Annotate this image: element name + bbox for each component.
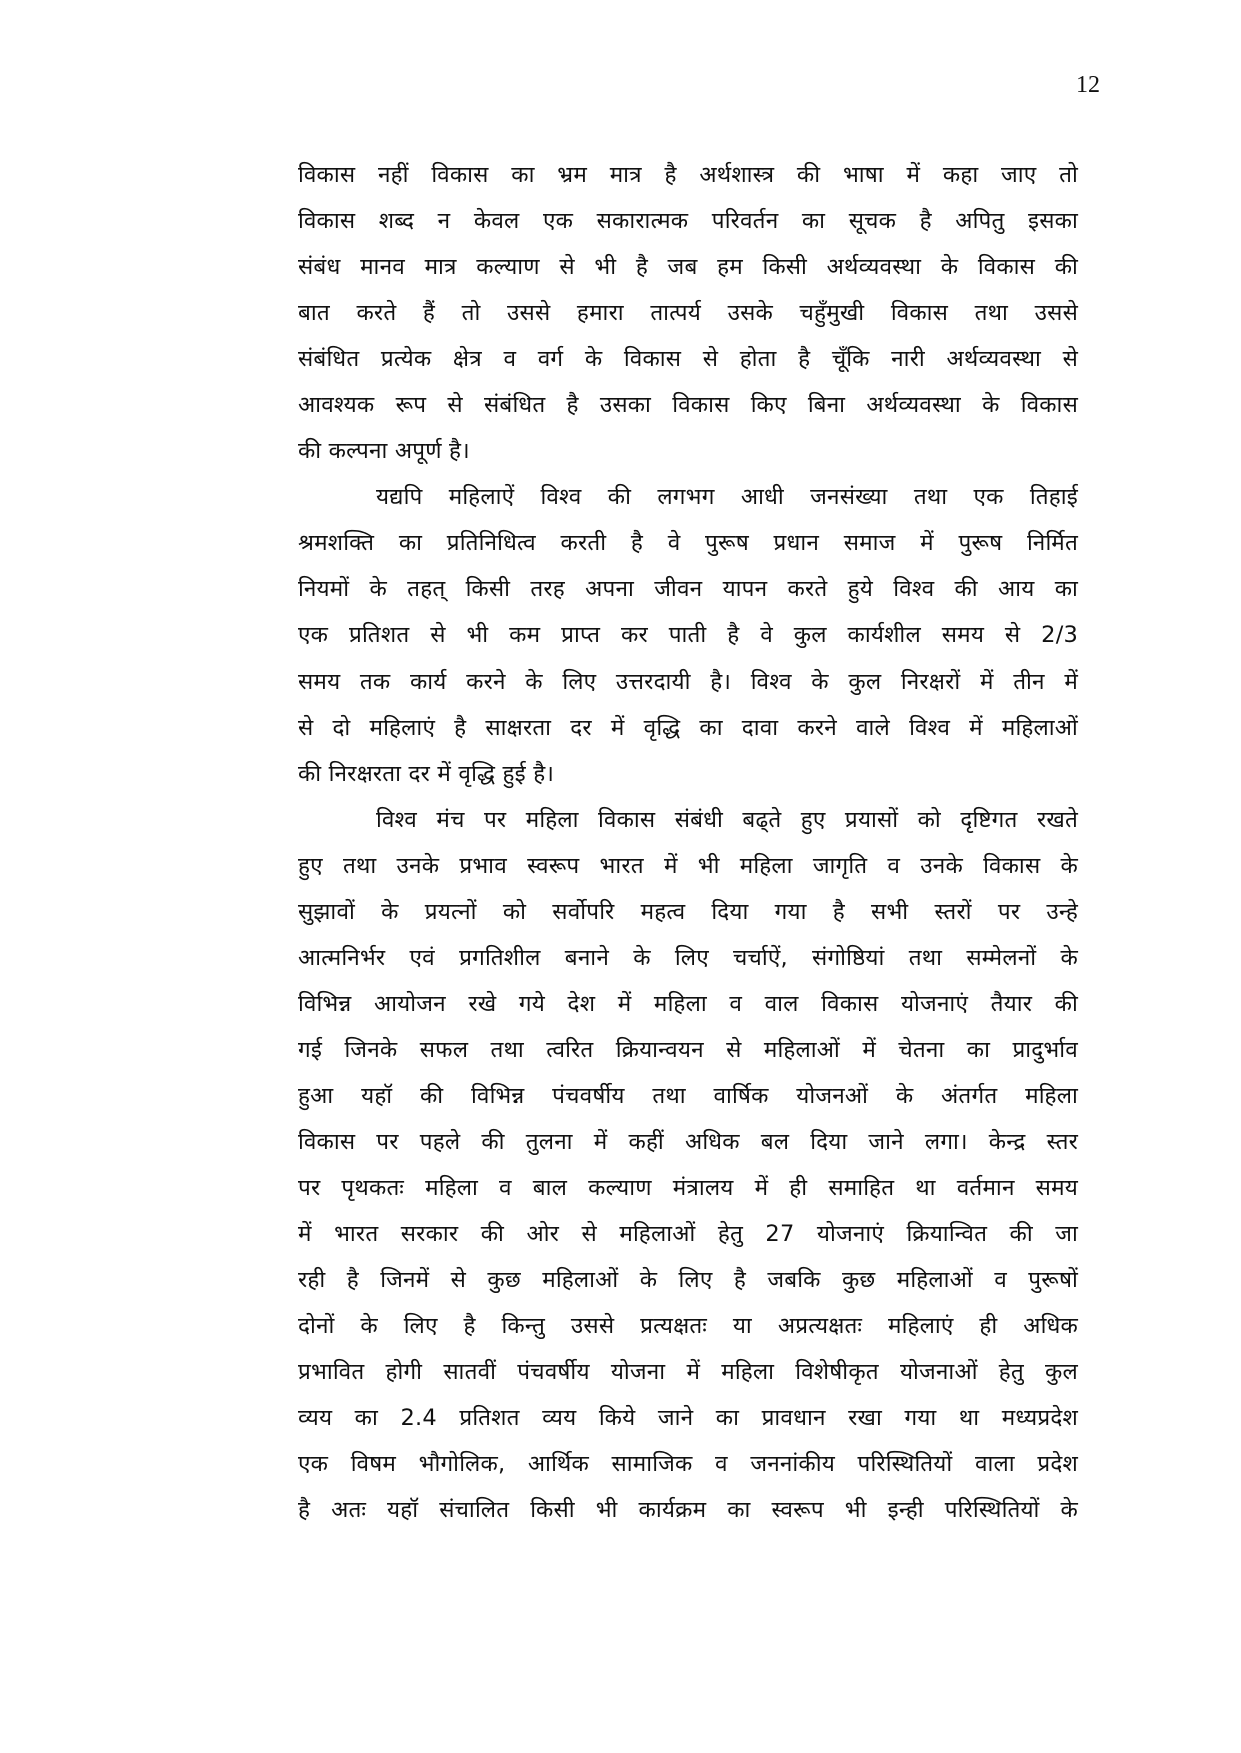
text-line: आत्मनिर्भर एवं प्रगतिशील बनाने के लिए चर्चाऐं, संगोष्ठियां तथा सम्मेलनों के [298, 944, 1078, 971]
text-line: में भारत सरकार की ओर से महिलाओं हेतु 27 योजनाएं क्रियान्वित की जा [298, 1221, 1078, 1248]
text-line: यद्यपि महिलाऐं विश्व की लगभग आधी जनसंख्या तथा एक तिहाई [376, 484, 1078, 511]
text-line: विकास पर पहले की तुलना में कहीं अधिक बल दिया जाने लगा। केन्द्र स्तर [298, 1128, 1078, 1155]
text-line: से दो महिलाएं है साक्षरता दर में वृद्धि का दावा करने वाले विश्व में महिलाओं [298, 714, 1078, 741]
paragraph [298, 797, 1078, 1534]
text-line: आवश्यक रूप से संबंधित है उसका विकास किए बिना अर्थव्यवस्था के विकास [298, 392, 1078, 419]
text-line: सुझावों के प्रयत्नों को सर्वोपरि महत्व दिया गया है सभी स्तरों पर उन्हे [298, 898, 1078, 925]
text-line: विकास नहीं विकास का भ्रम मात्र है अर्थशास्त्र की भाषा में कहा जाए तो [298, 162, 1078, 188]
text-line: विभिन्न आयोजन रखे गये देश में महिला व वाल विकास योजनाएं तैयार की [298, 990, 1078, 1017]
text-line: श्रमशक्ति का प्रतिनिधित्व करती है वे पुरूष प्रधान समाज में पुरूष निर्मित [298, 530, 1078, 557]
text-line: संबंधित प्रत्येक क्षेत्र व वर्ग के विकास से होता है चूँकि नारी अर्थव्यवस्था से [298, 346, 1078, 373]
text-line: समय तक कार्य करने के लिए उत्तरदायी है। विश्व के कुल निरक्षरों में तीन में [298, 668, 1078, 695]
text-line: है अतः यहॉ संचालित किसी भी कार्यक्रम का स्वरूप भी इन्ही परिस्थितियों के [298, 1497, 1078, 1524]
paragraph [298, 152, 1078, 474]
text-line: हुआ यहॉ की विभिन्न पंचवर्षीय तथा वार्षिक योजनओं के अंतर्गत महिला [298, 1082, 1078, 1109]
text-line: दोनों के लिए है किन्तु उससे प्रत्यक्षतः या अप्रत्यक्षतः महिलाएं ही अधिक [298, 1313, 1078, 1340]
text-line: हुए तथा उनके प्रभाव स्वरूप भारत में भी महिला जागृति व उनके विकास के [298, 852, 1078, 879]
page-number: 12 [1076, 72, 1100, 98]
text-line: की कल्पना अपूर्ण है। [298, 438, 470, 465]
text-line: पर पृथकतः महिला व बाल कल्याण मंत्रालय में ही समाहित था वर्तमान समय [298, 1175, 1078, 1202]
text-line: एक प्रतिशत से भी कम प्राप्त कर पाती है वे कुल कार्यशील समय से 2/3 [298, 622, 1078, 649]
text-line: एक विषम भौगोलिक, आर्थिक सामाजिक व जननांकीय परिस्थितियों वाला प्रदेश [298, 1451, 1078, 1478]
paragraph [298, 474, 1078, 796]
text-line: गई जिनके सफल तथा त्वरित क्रियान्वयन से महिलाओं में चेतना का प्रादुर्भाव [298, 1036, 1078, 1063]
text-line: विकास शब्द न केवल एक सकारात्मक परिवर्तन का सूचक है अपितु इसका [298, 208, 1078, 235]
document-body [298, 152, 1078, 1533]
text-line: प्रभावित होगी सातवीं पंचवर्षीय योजना में महिला विशेषीकृत योजनाओं हेतु कुल [298, 1359, 1078, 1386]
text-line: नियमों के तहत् किसी तरह अपना जीवन यापन करते हुये विश्व की आय का [298, 576, 1078, 603]
text-line: संबंध मानव मात्र कल्याण से भी है जब हम किसी अर्थव्यवस्था के विकास की [298, 254, 1078, 281]
text-line: व्यय का 2.4 प्रतिशत व्यय किये जाने का प्रावधान रखा गया था मध्यप्रदेश [298, 1405, 1078, 1432]
text-line: बात करते हैं तो उससे हमारा तात्पर्य उसके चहुँमुखी विकास तथा उससे [298, 300, 1078, 327]
text-line: विश्व मंच पर महिला विकास संबंधी बढ्ते हुए प्रयासों को दृष्टिगत रखते [376, 806, 1078, 833]
text-line: रही है जिनमें से कुछ महिलाओं के लिए है जबकि कुछ महिलाओं व पुरूषों [298, 1267, 1078, 1294]
text-line: की निरक्षरता दर में वृद्धि हुई है। [298, 760, 555, 787]
